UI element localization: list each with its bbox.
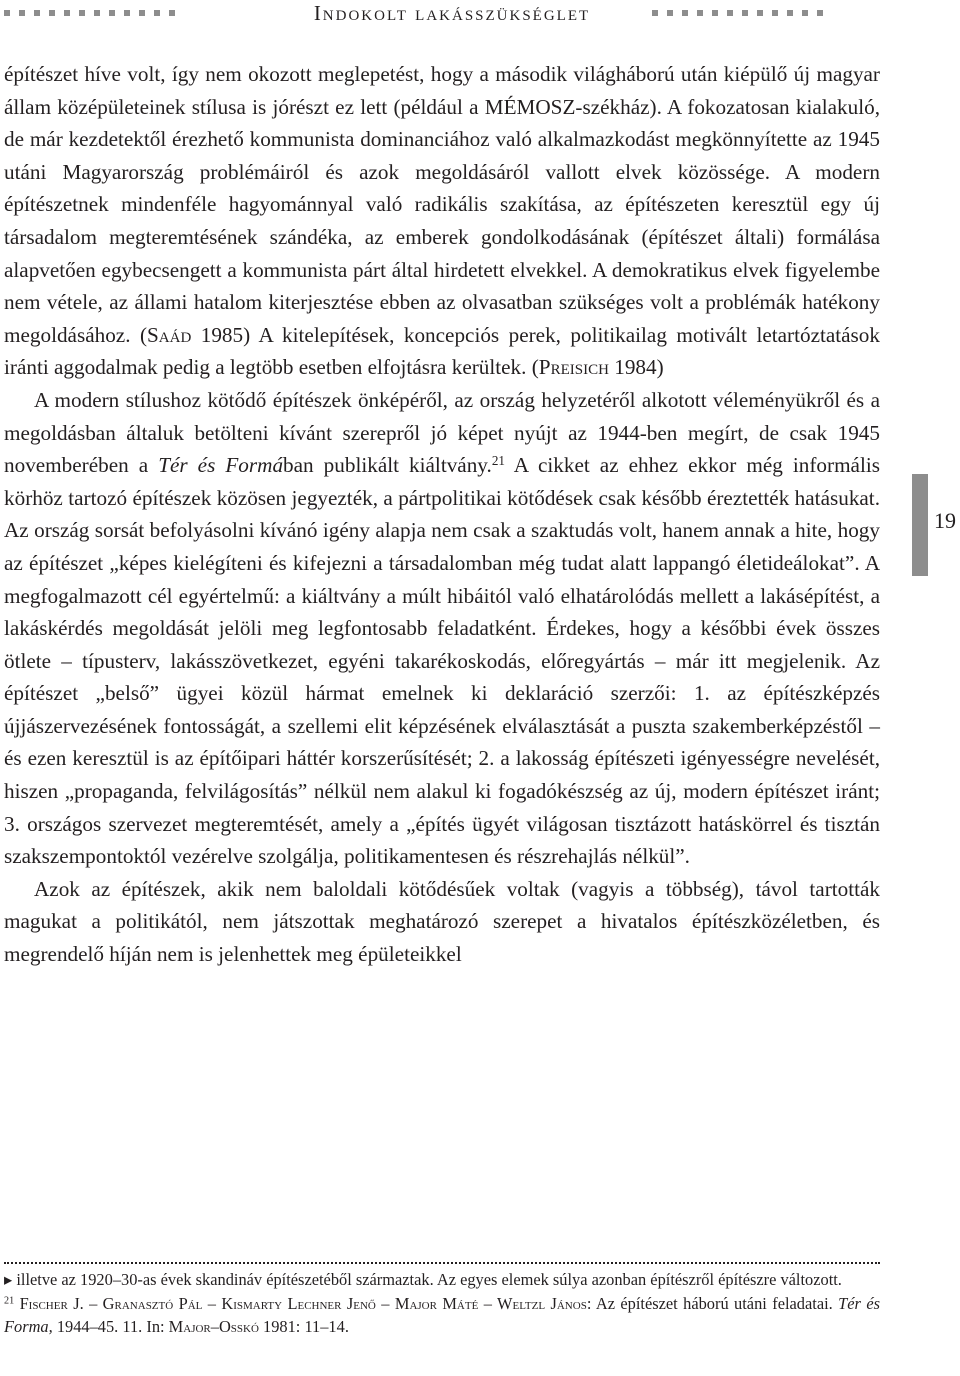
footnotes <box>4 1268 880 1339</box>
footnote-number: 21 <box>4 1295 15 1307</box>
running-header <box>0 0 960 26</box>
paragraph-2: A modern stílushoz kötődő építészek önképéről, az ország helyzetéről alkotott véleményükről és a megoldásban általuk betölteni kívánt szerepről jó képet nyújt az 1944-ben megírt, de csak 1945 novemberében a Tér és Formában publikált kiáltvány.$^{21}$ A cikket az ehhez ekkor még informális körhöz tartozó építészek közösen jegyezték, a pártpolitikai kötődések csak később éreztették hatásukat. Az ország sorsát befolyásolni kívánó igény alapja nem csak a szaktudás volt, hanem annak a hite, hogy az építészet „képes kielégíteni és kifejezni a társadalomban még tudat alatt lappangó életideálokat”. A megfogalmazott cél egyértelmű: a kiáltvány a múlt hibáitól való elhatárolódás mellett a lakásépítést, a lakáskérdés megoldását jelöli meg legfontosabb feladatként. Érdekes, hogy a későbbi évek összes ötlete – típusterv, lakásszövetkezet, egyéni takarékoskodás, előregyártás – már itt megjelenik. Az építészet „belső” ügyei közül hármat emelnek ki deklaráció szerzői: 1. az építészképzés újjászervezésének fontosságát, a szellemi elit képzésének elválasztását a puszta szakemberképzéstől – és ezen keresztül is az építőipari háttér korszerűsítését; 2. a lakosság építészeti igényességre nevelését, hiszen „propaganda, felvilágosítás” nélkül nem alakul ki fogadókészség az új, modern építészet iránt; 3. országos szervezet megteremtését, amely a „építés ügyét világosan tisztázott hatáskörrel és tisztán szakszempontoktól vezérelve szolgálja, politikamentesen és részrehajlás nélkül”. <box>4 387 880 869</box>
citation-preisich: Preisich <box>538 355 609 380</box>
arrow-marker-icon: ▸ <box>4 1270 13 1289</box>
body-text <box>4 58 880 971</box>
citation-saad: Saád <box>147 322 192 347</box>
header-dots-right <box>652 10 823 16</box>
paragraph-1: építészet híve volt, így nem okozott meglepetést, hogy a második világháború után kiépülő új magyar állam középületeinek stílusa is jórészt ez lett (például a MÉMOSZ-székház). A fokozatosan kialakuló, de már kezdetektől érezhető kommunista dominanciához való alkalmazkodást megkönnyítette az 1945 utáni Magyarország problémáiról és azok megoldásáról vallott elvek közössége. A modern építészetnek mindenféle hagyománnyal való radikális szakítása, az építészeten keresztül egy új társadalom megteremtésének szándéka, az emberek gondolkodásának (építészet általi) formálása alapvetően egybecsengett a kommunista párt által hirdetett elvekkel. A demokratikus elvek figyelembe nem vétele, az állami hatalom kiterjesztése ebben az olvasatban szükséges volt a problémák hatékony megoldásához. (Saád 1985) A kitelepítések, koncepciós perek, politikailag motivált letartóztatások iránti aggodalmak pedig a legtöbb esetben elfojtásra kerültek. (Preisich 1984) <box>4 62 880 380</box>
page-number: 19 <box>934 508 956 533</box>
header-dots-left <box>4 10 175 16</box>
paragraph-3: Azok az építészek, akik nem baloldali kötődésűek voltak (vagyis a többség), távol tartották magukat a politikától, nem játszottak meghatározó szerepet a hivatalos építészközéletben, és megrendelő híján nem is jelenhettek meg épületeikkel <box>4 876 880 967</box>
running-title: Indokolt lakásszükséglet <box>313 1 591 25</box>
footnote-ref-21[interactable]: 21 <box>491 452 505 468</box>
footnote-divider <box>4 1262 880 1264</box>
italic-title: Tér és Formá <box>158 453 284 478</box>
page-number-tab <box>912 474 928 576</box>
footnote-21: $^{21}$ Fischer J. – Granasztó Pál – Kismarty Lechner Jenő – Major Máté – Weltzl János: Az építészet háború utáni feladatai. Tér és Forma, 1944–45. 11. In: Major–Osskó 1981: 11–14. <box>4 1293 880 1337</box>
footnote-journal: Tér és Forma, <box>4 1293 880 1337</box>
footnote-authors: Fischer J. – Granasztó Pál – Kismarty Lechner Jenő – Major Máté – Weltzl János <box>19 1293 587 1313</box>
footnote-source: Major–Osskó <box>168 1317 259 1337</box>
footnote-continued: ▸ illetve az 1920–30-as évek skandináv építészetéből származtak. Az egyes elemek súlya azonban építészről építészre változott. <box>4 1270 842 1289</box>
